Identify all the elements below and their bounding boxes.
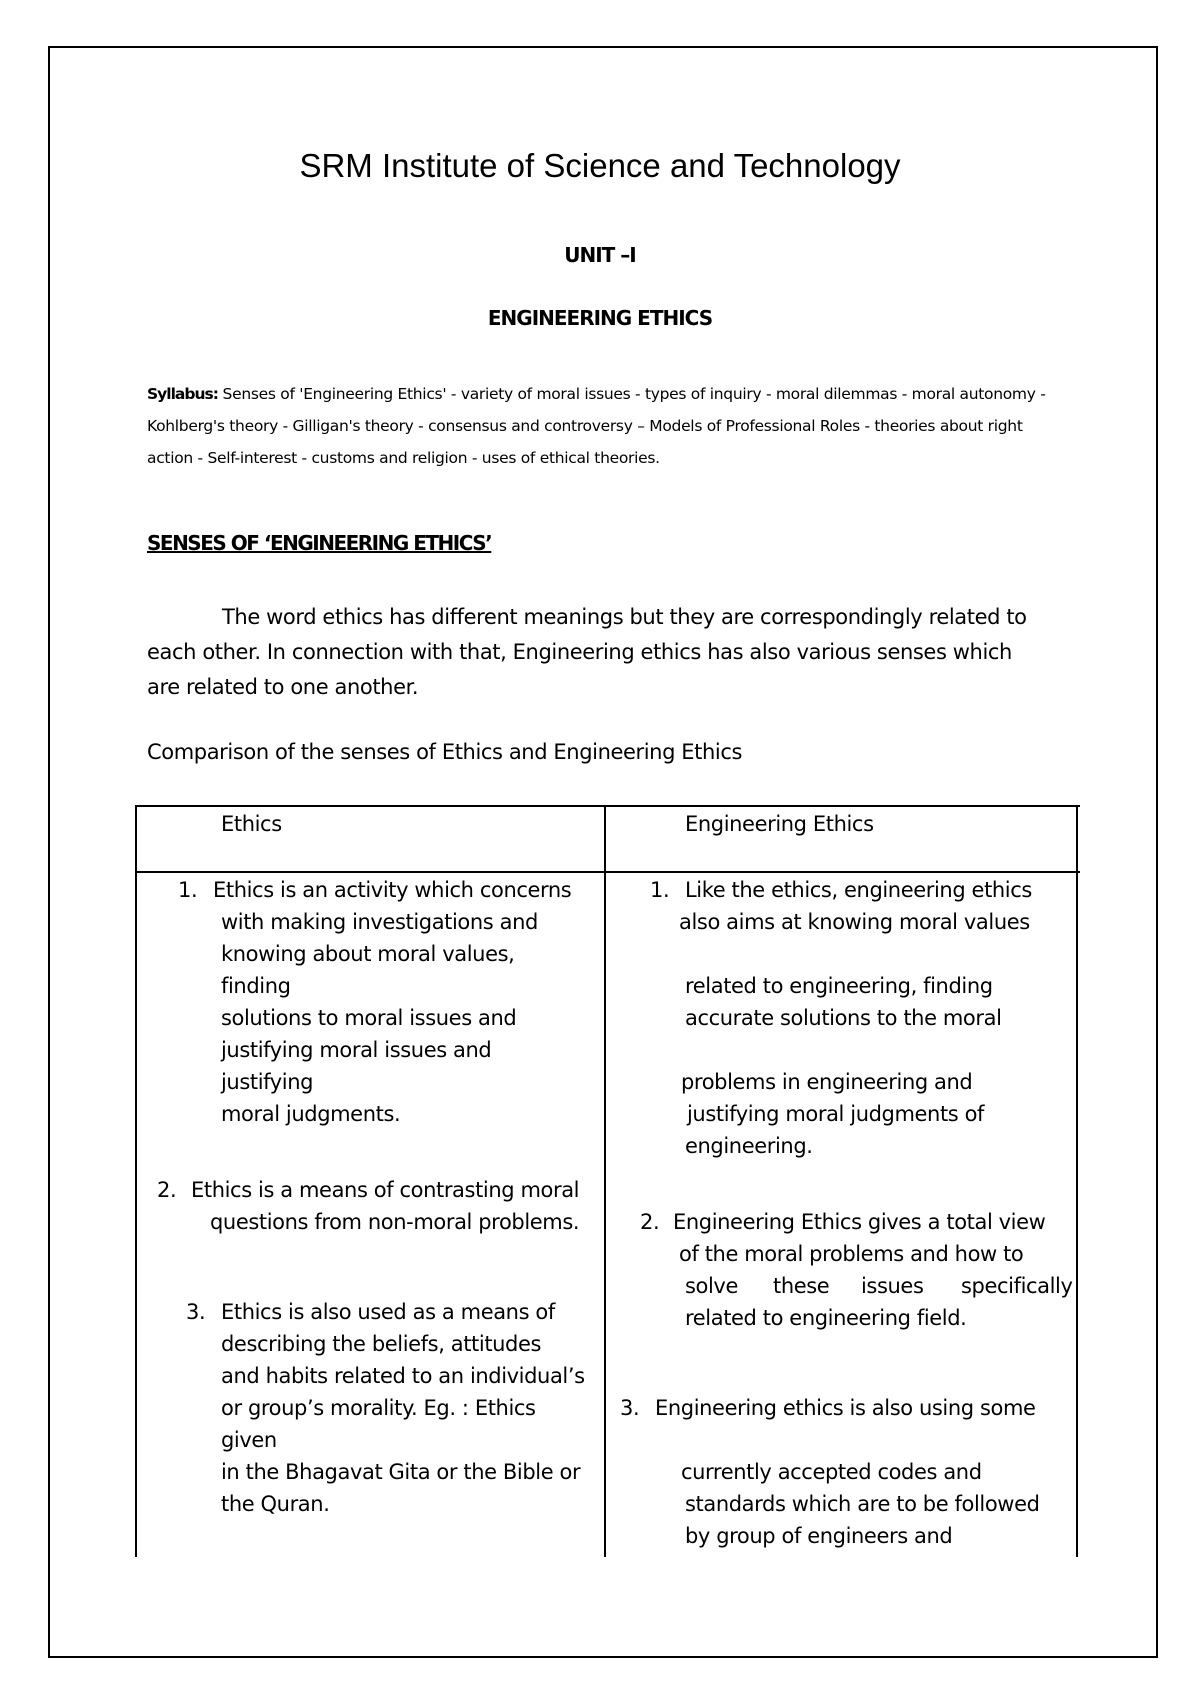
- table-column-divider: [604, 805, 606, 1557]
- left-item-1-number: 1.: [178, 878, 198, 902]
- left-item-1-text: finding: [221, 974, 291, 998]
- section-heading: SENSES OF ‘ENGINEERING ETHICS’: [147, 531, 492, 555]
- right-item-1-text: problems in engineering and: [681, 1070, 973, 1094]
- syllabus-label: Syllabus:: [147, 385, 218, 403]
- right-item-2-text: issues: [861, 1274, 924, 1298]
- table-top-border: [135, 805, 1080, 807]
- table-header-divider: [135, 871, 1080, 873]
- syllabus: [147, 378, 1046, 474]
- table-header-engineering-ethics: Engineering Ethics: [685, 812, 874, 836]
- right-item-1-text: engineering.: [685, 1134, 813, 1158]
- chapter-heading: ENGINEERING ETHICS: [487, 306, 713, 330]
- left-item-1-text: with making investigations and: [221, 910, 538, 934]
- left-item-2-number: 2.: [157, 1178, 177, 1202]
- right-item-2-text: of the moral problems and how to: [679, 1242, 1024, 1266]
- left-item-1-text: solutions to moral issues and: [221, 1006, 517, 1030]
- left-item-1-text: justifying: [221, 1070, 314, 1094]
- left-item-3-text: and habits related to an individual’s: [221, 1364, 585, 1388]
- left-item-1-text: Ethics is an activity which concerns: [213, 878, 572, 902]
- syllabus-line-1: Senses of 'Engineering Ethics' - variety of moral issues - types of inquiry - moral dilemmas - moral autonomy -: [217, 385, 1046, 403]
- right-item-1-text: Like the ethics, engineering ethics: [685, 878, 1032, 902]
- syllabus-line-3: action - Self-interest - customs and religion - uses of ethical theories.: [147, 449, 660, 467]
- intro-line-2: each other. In connection with that, Engineering ethics has also various senses which: [147, 640, 1012, 664]
- institute-title: SRM Institute of Science and Technology: [299, 147, 901, 184]
- table-right-border: [1076, 805, 1078, 1557]
- right-item-3-text: by group of engineers and: [685, 1524, 953, 1548]
- left-item-1-text: knowing about moral values,: [221, 942, 515, 966]
- left-item-3-text: Ethics is also used as a means of: [221, 1300, 555, 1324]
- right-item-1-text: accurate solutions to the moral: [685, 1006, 1002, 1030]
- intro-line-1: The word ethics has different meanings but they are correspondingly related to: [222, 605, 1027, 629]
- table-left-border: [135, 805, 137, 1557]
- right-item-1-text: also aims at knowing moral values: [679, 910, 1030, 934]
- left-item-3-text: describing the beliefs, attitudes: [221, 1332, 542, 1356]
- intro-line-3: are related to one another.: [147, 675, 419, 699]
- right-item-1-number: 1.: [650, 878, 670, 902]
- left-item-2-text: Ethics is a means of contrasting moral: [191, 1178, 580, 1202]
- right-item-2-text: specifically: [961, 1274, 1073, 1298]
- right-item-1-text: justifying moral judgments of: [687, 1102, 985, 1126]
- left-item-1-text: justifying moral issues and: [221, 1038, 492, 1062]
- left-item-3-text: or group’s morality. Eg. : Ethics: [221, 1396, 536, 1420]
- right-item-3-text: standards which are to be followed: [685, 1492, 1040, 1516]
- right-item-1-text: related to engineering, finding: [685, 974, 993, 998]
- right-item-2-text: related to engineering field.: [685, 1306, 967, 1330]
- left-item-3-text: given: [221, 1428, 277, 1452]
- left-item-2-text: questions from non-moral problems.: [210, 1210, 580, 1234]
- right-item-3-text: Engineering ethics is also using some: [655, 1396, 1036, 1420]
- right-item-2-text: these: [773, 1274, 830, 1298]
- unit-heading: UNIT –I: [564, 243, 636, 267]
- table-header-ethics: Ethics: [221, 812, 282, 836]
- left-item-3-text: the Quran.: [221, 1492, 330, 1516]
- right-item-2-text: Engineering Ethics gives a total view: [673, 1210, 1046, 1234]
- syllabus-line-2: Kohlberg's theory - Gilligan's theory - consensus and controversy – Models of Professional Roles - theories about right: [147, 417, 1023, 435]
- left-item-3-number: 3.: [186, 1300, 206, 1324]
- right-item-3-text: currently accepted codes and: [681, 1460, 982, 1484]
- left-item-1-text: moral judgments.: [221, 1102, 401, 1126]
- right-item-2-number: 2.: [640, 1210, 660, 1234]
- left-item-3-text: in the Bhagavat Gita or the Bible or: [221, 1460, 581, 1484]
- right-item-3-number: 3.: [620, 1396, 640, 1420]
- intro-paragraph: [147, 600, 1027, 705]
- right-item-2-text: solve: [685, 1274, 738, 1298]
- comparison-caption: Comparison of the senses of Ethics and Engineering Ethics: [147, 740, 743, 764]
